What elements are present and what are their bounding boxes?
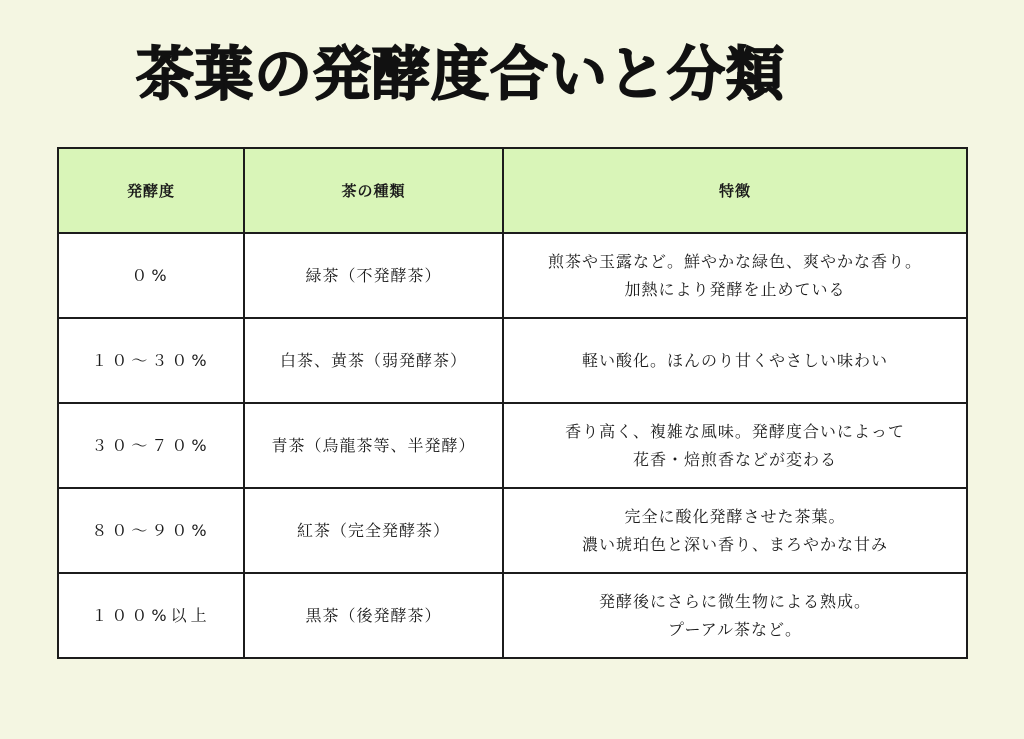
table-row [58, 233, 967, 318]
header-features: 特徴 [503, 148, 967, 233]
features-line: 軽い酸化。ほんのり甘くやさしい味わい [581, 350, 888, 370]
features-line: プーアル茶など。 [667, 619, 803, 639]
features-cell [503, 233, 967, 318]
features-cell [503, 573, 967, 658]
header-tea-type: 茶の種類 [244, 148, 503, 233]
features-line: 濃い琥珀色と深い香り、まろやかな甘み [581, 534, 888, 554]
features-line: 香り高く、複雑な風味。発酵度合いによって [565, 421, 905, 441]
tea-type-cell: 白茶、黄茶（弱発酵茶） [244, 318, 503, 403]
page-title: 茶葉の発酵度合いと分類 [136, 40, 786, 108]
table-header-row [58, 148, 967, 233]
table-row [58, 318, 967, 403]
fermentation-level-cell: ３０～７０% [58, 403, 244, 488]
fermentation-level-cell: ８０～９０% [58, 488, 244, 573]
table-row [58, 403, 967, 488]
features-cell [503, 403, 967, 488]
fermentation-table [57, 147, 968, 659]
fermentation-level-cell: １０～３０% [58, 318, 244, 403]
features-line: 完全に酸化発酵させた茶葉。 [624, 506, 846, 526]
features-line: 花香・焙煎香などが変わる [632, 449, 837, 469]
table-row [58, 488, 967, 573]
header-fermentation-level: 発酵度 [58, 148, 244, 233]
features-line: 煎茶や玉露など。鮮やかな緑色、爽やかな香り。 [547, 251, 922, 271]
features-cell [503, 318, 967, 403]
tea-type-cell: 紅茶（完全発酵茶） [244, 488, 503, 573]
table-row [58, 573, 967, 658]
fermentation-level-cell: １００%以上 [58, 573, 244, 658]
tea-type-cell: 緑茶（不発酵茶） [244, 233, 503, 318]
fermentation-level-cell: ０% [58, 233, 244, 318]
tea-type-cell: 黒茶（後発酵茶） [244, 573, 503, 658]
features-line: 加熱により発酵を止めている [624, 279, 846, 299]
tea-type-cell: 青茶（烏龍茶等、半発酵） [244, 403, 503, 488]
features-cell [503, 488, 967, 573]
features-line: 発酵後にさらに微生物による熟成。 [598, 591, 871, 611]
